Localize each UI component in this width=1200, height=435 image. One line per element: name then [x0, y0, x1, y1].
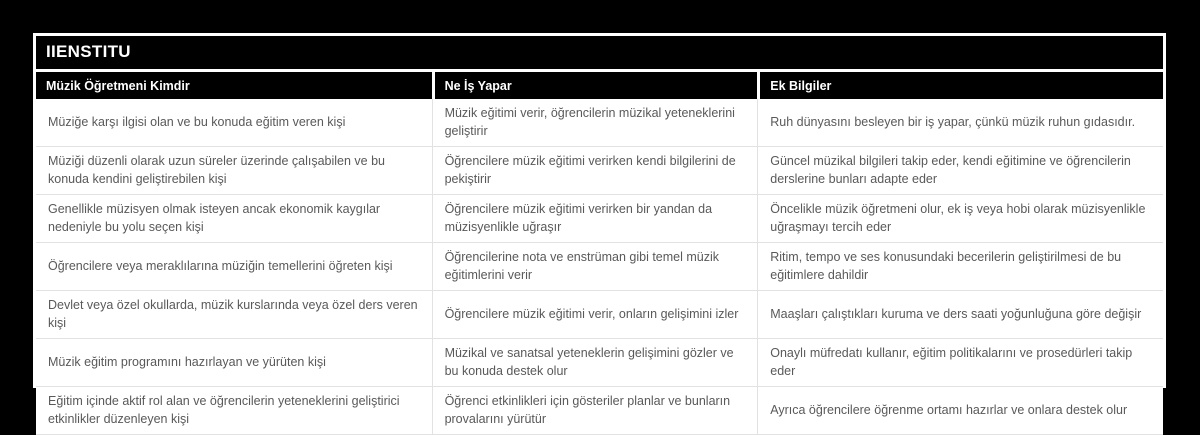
column-header-kimdir: Müzik Öğretmeni Kimdir [36, 72, 432, 99]
table-row [36, 243, 1163, 291]
table-cell: Müzikal ve sanatsal yeteneklerin gelişimini gözler ve bu konuda destek olur [432, 339, 758, 387]
page-title: IIENSTITU [36, 36, 1163, 69]
table-cell: Müzik eğitim programını hazırlayan ve yürüten kişi [36, 339, 432, 387]
table-cell: Öğrencilerine nota ve enstrüman gibi temel müzik eğitimlerini verir [432, 243, 758, 291]
table-cell: Öğrencilere müzik eğitimi verirken bir yandan da müzisyenlikle uğraşır [432, 195, 758, 243]
table-row [36, 339, 1163, 387]
table-cell: Onaylı müfredatı kullanır, eğitim politikalarını ve prosedürleri takip eder [757, 339, 1163, 387]
table-cell: Genellikle müzisyen olmak isteyen ancak ekonomik kaygılar nedeniyle bu yolu seçen kişi [36, 195, 432, 243]
table-row [36, 195, 1163, 243]
table-cell: Müzik eğitimi verir, öğrencilerin müzikal yeteneklerini geliştirir [432, 99, 758, 147]
table-cell: Güncel müzikal bilgileri takip eder, kendi eğitimine ve öğrencilerin derslerine bunları adapte eder [757, 147, 1163, 195]
content-card [33, 33, 1166, 426]
table-cell: Müziği düzenli olarak uzun süreler üzerinde çalışabilen ve bu konuda kendini geliştirebilen kişi [36, 147, 432, 195]
table-row [36, 291, 1163, 339]
table-cell: Öncelikle müzik öğretmeni olur, ek iş veya hobi olarak müzisyenlikle uğraşmayı tercih eder [757, 195, 1163, 243]
table-row [36, 387, 1163, 435]
music-teacher-table [36, 72, 1163, 435]
table-row [36, 147, 1163, 195]
column-header-ne-is-yapar: Ne İş Yapar [432, 72, 758, 99]
table-body [36, 99, 1163, 435]
table-cell: Öğrencilere veya meraklılarına müziğin temellerini öğreten kişi [36, 243, 432, 291]
table-cell: Maaşları çalıştıkları kuruma ve ders saati yoğunluğuna göre değişir [757, 291, 1163, 339]
table-cell: Öğrencilere müzik eğitimi verir, onların gelişimini izler [432, 291, 758, 339]
table-cell: Eğitim içinde aktif rol alan ve öğrencilerin yeteneklerini geliştirici etkinlikler düzenleyen kişi [36, 387, 432, 435]
table-cell: Müziğe karşı ilgisi olan ve bu konuda eğitim veren kişi [36, 99, 432, 147]
table-row [36, 99, 1163, 147]
table-cell: Öğrencilere müzik eğitimi verirken kendi bilgilerini de pekiştirir [432, 147, 758, 195]
table-cell: Ayrıca öğrencilere öğrenme ortamı hazırlar ve onlara destek olur [757, 387, 1163, 435]
column-header-ek-bilgiler: Ek Bilgiler [757, 72, 1163, 99]
table-cell: Ritim, tempo ve ses konusundaki becerilerin geliştirilmesi de bu eğitimlere dahildir [757, 243, 1163, 291]
table-cell: Öğrenci etkinlikleri için gösteriler planlar ve bunların provalarını yürütür [432, 387, 758, 435]
table-cell: Devlet veya özel okullarda, müzik kurslarında veya özel ders veren kişi [36, 291, 432, 339]
table-cell: Ruh dünyasını besleyen bir iş yapar, çünkü müzik ruhun gıdasıdır. [757, 99, 1163, 147]
table-header-row [36, 72, 1163, 99]
table-wrapper [36, 72, 1163, 435]
